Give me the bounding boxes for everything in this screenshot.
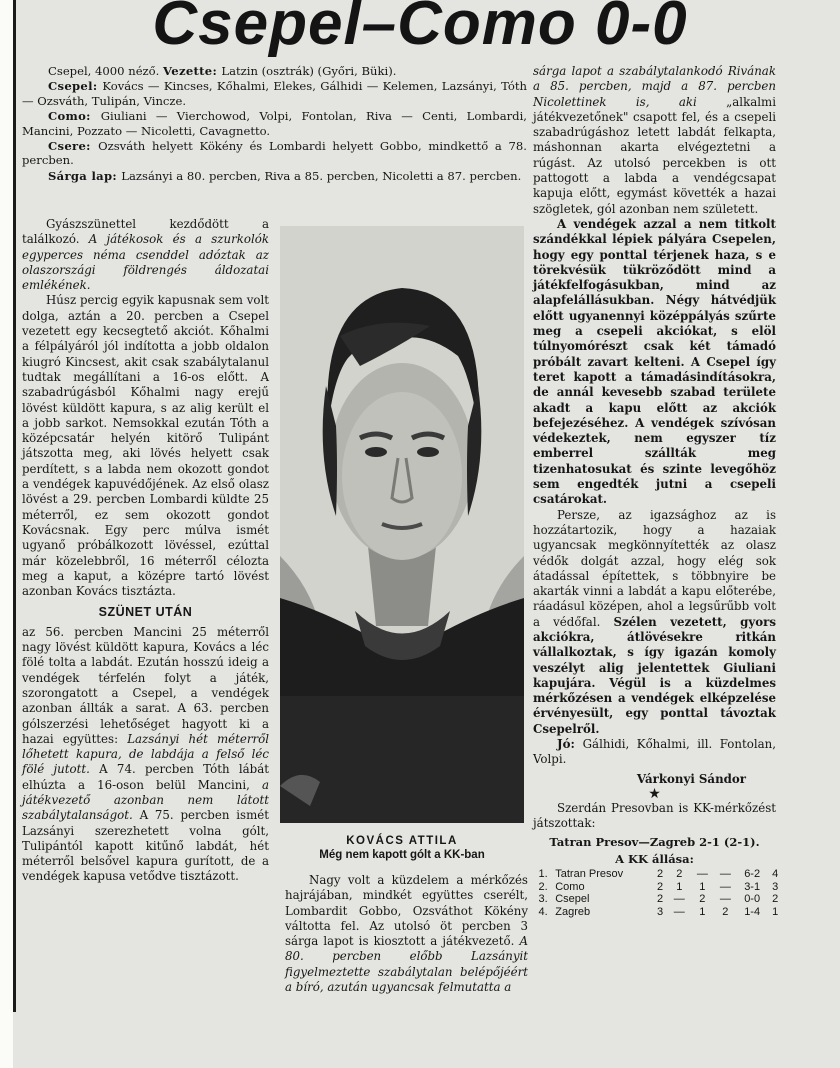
caption-name: KOVÁCS ATTILA bbox=[346, 835, 458, 847]
caption-subtitle: Még nem kapott gólt a KK-ban bbox=[319, 848, 485, 861]
paragraph-conclusion: Persze, az igazsághoz az is hozzátartozik, hogy a hazaiak ugyancsak megkönnyítették az olasz védők dolgát azzal, hogy elég sok átadással építettek, s többnyire be akarták vinni a labdát a kapu előterébe, ráadásul középen, ahol a legsűrűbb volt a védőfal. Szélen vezetett, gyors akciókra, átlövésekre ritkán vállalkoztak, s így igazán komoly veszélyt alig jelentettek Giuliani kapujára. Végül is a küzdelmes mérkőzésen a vendégek elképzelése érvényesült, egy ponttal távoztak Csepelről. bbox=[533, 507, 776, 736]
author-byline: Várkonyi Sándor bbox=[636, 771, 746, 786]
yellow-cards: Sárga lap: Lazsányi a 80. percben, Riva a 85. percben, Nicoletti a 87. percben. bbox=[48, 168, 522, 183]
column-rule bbox=[13, 0, 16, 1012]
headline: Csepel–Como 0-0 bbox=[152, 0, 688, 58]
subheading: SZÜNET UTÁN bbox=[98, 605, 193, 620]
paragraph-finale: Nagy volt a küzdelem a mérkőzés hajrájában, mindkét együttes cserélt, Lombardit Gobbo, Ozsváthot Kökény váltotta fel. Az utolsó öt percben 3 sárga lapot is kiosztott a játékvezető. A 80. percben előbb Lazsányit figyelmeztette szabálytalan belépőjéért a bíró, azután ugyancsak felmutatta a bbox=[285, 873, 528, 995]
table-row: 2. Como 2 1 1 — 3-1 3 bbox=[538, 880, 779, 893]
table-row: 3. Csepel 2 — 2 — 0-0 2 bbox=[538, 893, 779, 906]
substitutions: Csere: Ozsváth helyett Kökény és Lombardi helyett Gobbo, mindkettő a 78. percben. bbox=[22, 139, 527, 168]
standings-title: A KK állása: bbox=[615, 851, 694, 866]
portrait-image bbox=[280, 226, 524, 823]
left-margin bbox=[0, 0, 13, 1068]
photo-caption bbox=[282, 835, 522, 863]
article-column-left bbox=[22, 217, 269, 885]
article-column-right bbox=[533, 64, 779, 918]
standings-table bbox=[533, 868, 783, 918]
kk-intro: Szerdán Presovban is KK-mérkőzést játszottak: bbox=[533, 800, 776, 831]
player-photo bbox=[280, 226, 524, 823]
lineup-como: Como: Giuliani — Vierchowod, Volpi, Fontolan, Riva — Centi, Lombardi, Mancini, Pozzato — Nicoletti, Cavagnetto. bbox=[22, 109, 527, 138]
star-icon: ★ bbox=[648, 785, 661, 802]
paragraph-analysis: A vendégek azzal a nem titkolt szándékkal lépiek pályára Csepelen, hogy egy ponttal térjenek haza, s e törekvésük tükröződött mind a játékfelfogásukban, mind az alapfelállásukban. Négy hátvédjük előtt ugyanennyi középpályás szűrte meg a csepeli akciókat, s elöl túlnyomórészt csak két támadó próbált zavart kelteni. A Csepel így teret kapott a támadásindításokra, de annál kevesebb szabad területe akadt a kapu előtt az akciók befejezéséhez. A vendégek szívósan védekeztek, nem egyszer tíz emberrel szállták meg tizenhatosukat és szinte levegőhöz sem engedték jutni a csepeli csatárokat. bbox=[533, 216, 776, 507]
article-column-middle bbox=[285, 873, 528, 995]
paragraph-second-half: az 56. percben Mancini 25 méterről nagy lövést küldött kapura, Kovács a léc fölé tolta a labdát. Ezután hosszú ideig a vendégek térfelén folyt a játék, szorongatott a Csepel, a vendégek azonban állták a sarat. A 63. percben gólszerzési lehetőséget hagyott ki a hazai együttes: Lazsányi hét méterről lőhetett kapura, de labdája a felső léc fölé jutott. A 74. percben Tóth lábát elhúzta a 16-oson belül Mancini, a játékvezető azonban nem látott szabálytalanságot. A 75. percben ismét Lazsányi szerezhetett volna gólt, Tulipántól kapott kitűnő labdát, hét méterről belsővel kapura gurított, de a vendégek kapusa vetődve tisztázott. bbox=[22, 624, 269, 884]
paragraph-opening: Gyászszünettel kezdődött a találkozó. A játékosok és a szurkolók egyperces néma csenddel adóztak az olaszországi földrengés áldozatai emlékének. bbox=[22, 217, 269, 293]
table-row: 1. Tatran Presov 2 2 — — 6-2 4 bbox=[538, 868, 779, 881]
match-info-venue: Csepel, 4000 néző. Vezette: Latzin (osztrák) (Győri, Büki). bbox=[48, 64, 397, 78]
match-info bbox=[22, 64, 527, 184]
table-row: 4. Zagreb 3 — 1 2 1-4 1 bbox=[538, 905, 779, 918]
kk-result: Tatran Presov—Zagreb 2-1 (2-1). bbox=[549, 834, 760, 849]
paragraph-first-half: Húsz percig egyik kapusnak sem volt dolga, aztán a 20. percben a Csepel vezetett egy kecsegtető akciót. Kőhalmi a félpályáról jól indította a jobb oldalon kiugró Kincsest, akit csak szabálytalanul tudtak megállítani a 16-os előtt. A szabadrúgásból Kőhalmi nagy erejű lövést küldött kapura, s az alig került el a jobb sarkot. Nemsokkal ezután Tóth a középcsatár helyén kitörő Tulipánt játszotta meg, aki lövés helyett csak perdített, s a labda nem okozott gondot a vendégek kapuvédőjének. Az első olasz lövést a 29. percben Lombardi küldte 25 méterről, ez sem okozott gondot Kovácsnak. Egy perc múlva ismét ugyanő próbálkozott lövéssel, ezúttal már közelebbről, 16 méterről célozta meg a kaput, a középre tartó lövést azonban Kovács tisztázta. bbox=[22, 293, 269, 599]
paragraph-cards: sárga lapot a szabálytalankodó Rivának a 85. percben, majd a 87. percben Nicolettinek is, aki „alkalmi játékvezetőnek" csapott fel, és a csepeli szabadrúgáshoz letett labdát felkapta, máshonnan akarta elvégeztetni a rúgást. Az utolsó percekben is ott pattogott a labda a vendégcsapat kapuja előtt, egymást követték a hazai szögletek, gól azonban nem született. bbox=[533, 64, 776, 216]
best-players: Jó: Gálhidi, Kőhalmi, ill. Fontolan, Volpi. bbox=[533, 737, 776, 767]
lineup-csepel: Csepel: Kovács — Kincses, Kőhalmi, Elekes, Gálhidi — Kelemen, Lazsányi, Tóth — Ozsváth, Tulipán, Vincze. bbox=[22, 79, 528, 108]
